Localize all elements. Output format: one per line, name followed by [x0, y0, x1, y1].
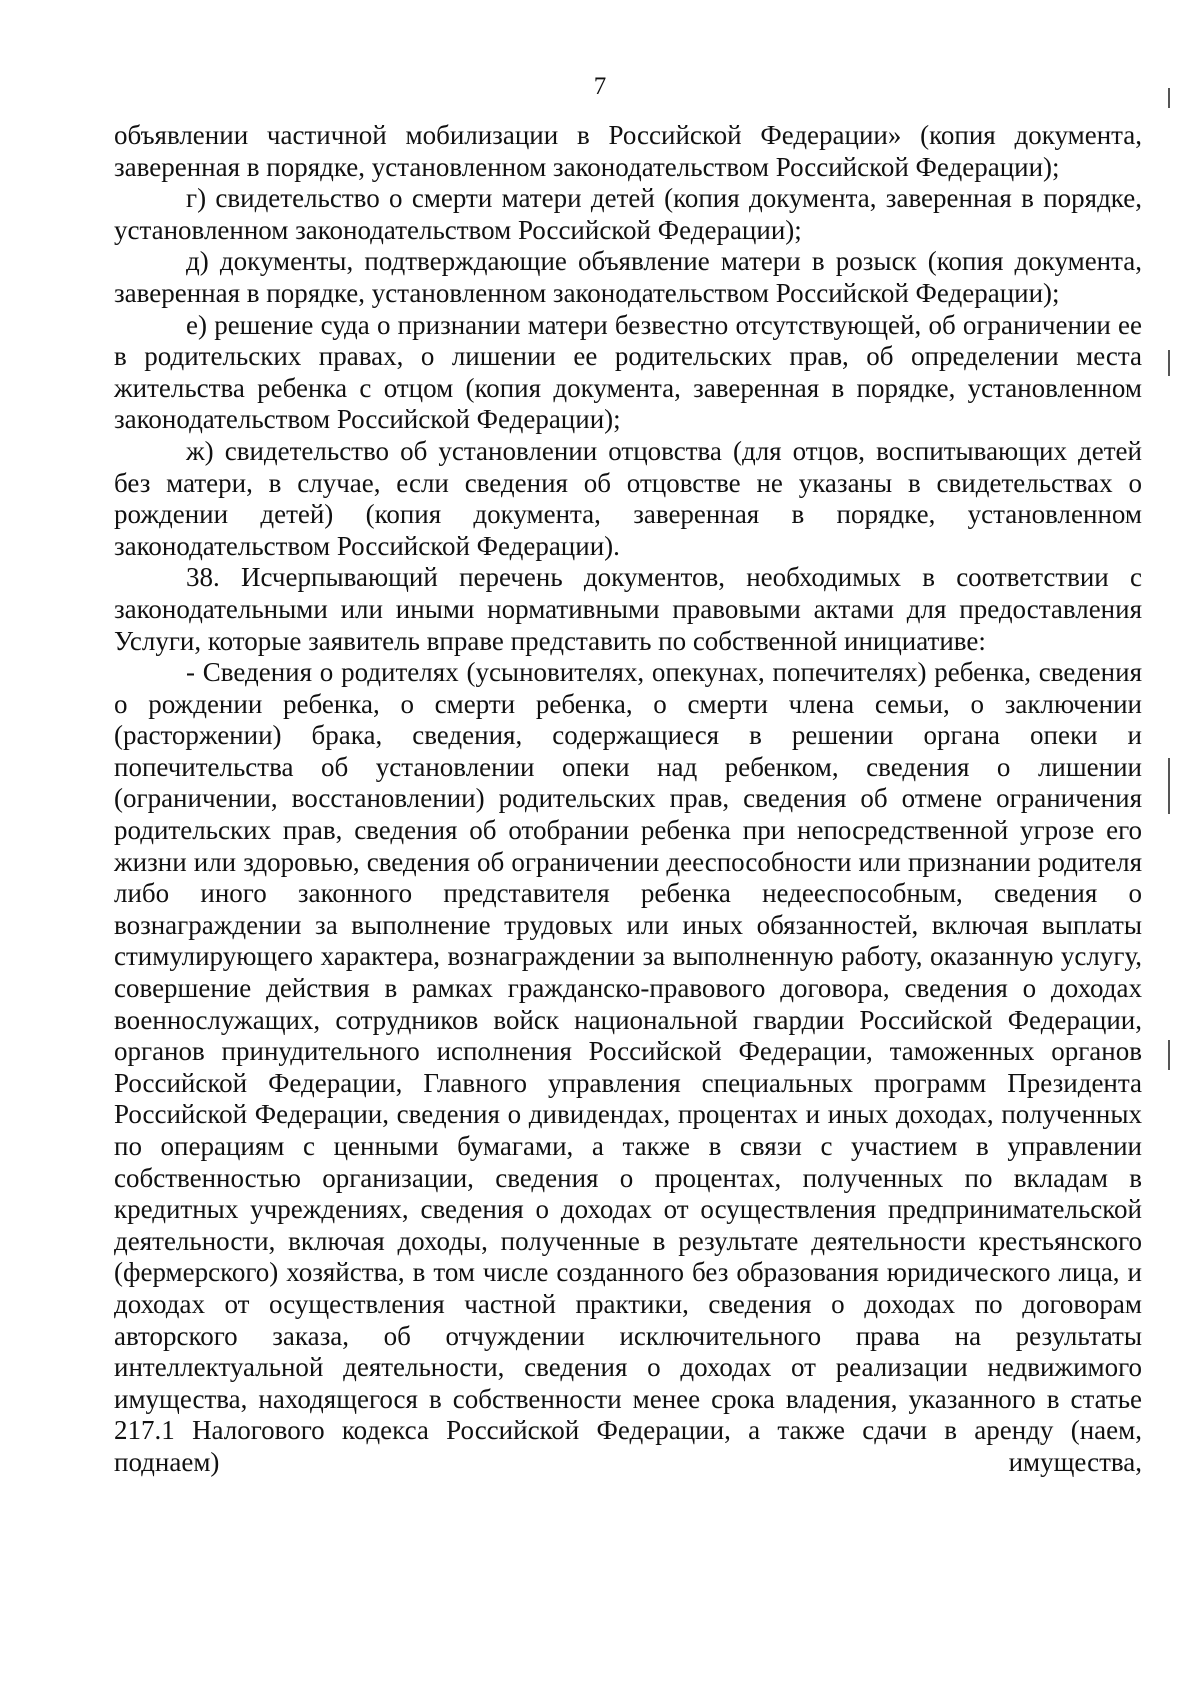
clause-38-item-information: - Сведения о родителях (усыновителях, опекунах, попечителях) ребенка, сведения о рождении ребенка, о смерти ребенка, о смерти члена семьи, о заключении (расторжении) брака, сведения, содержащиеся в решении органа опеки и попечительства об установлении опеки над ребенком, сведения о лишении (ограничении, восстановлении) родительских прав, сведения об отмене ограничения родительских прав, сведения об отобрании ребенка при непосредственной угрозе его жизни или здоровью, сведения об ограничении дееспособности или признании родителя либо иного законного представителя ребенка недееспособным, сведения о вознаграждении за выполнение трудовых или иных обязанностей, включая выплаты стимулирующего характера, вознаграждении за выполненную работу, оказанную услугу, совершение действия в рамках гражданско-правового договора, сведения о доходах военнослужащих, сотрудников войск национальной гвардии Российской Федерации, органов принудительного исполнения Российской Федерации, таможенных органов Российской Федерации, Главного управления специальных программ Президента Российской Федерации, сведения о дивидендах, процентах и иных доходах, полученных по операциям с ценными бумагами, а также в связи с участием в управлении собственностью организации, сведения о процентах, полученных по вкладам в кредитных учреждениях, сведения о доходах от осуществления предпринимательской деятельности, включая доходы, полученные в результате деятельности крестьянского (фермерского) хозяйства, в том числе созданного без образования юридического лица, и доходах от осуществления частной практики, сведения о доходах по договорам авторского заказа, об отчуждении исключительного права на результаты интеллектуальной деятельности, сведения о доходах от реализации недвижимого имущества, находящегося в собственности менее срока владения, указанного в статье 217.1 Налогового кодекса Российской Федерации, а также сдачи в аренду (наем, поднаем) имущества,: [114, 657, 1142, 1477]
list-item-zh: ж) свидетельство об установлении отцовства (для отцов, воспитывающих детей без матери, в случае, если сведения об отцовстве не указаны в свидетельствах о рождении детей) (копия документа, заверенная в порядке, установленном законодательством Российской Федерации).: [114, 435, 1142, 561]
list-item-g: г) свидетельство о смерти матери детей (копия документа, заверенная в порядке, установленном законодательством Российской Федерации);: [114, 183, 1142, 245]
scan-margin-mark: [1168, 758, 1170, 814]
scan-margin-mark: [1168, 350, 1170, 376]
document-body: [114, 120, 1142, 1479]
clause-38: 38. Исчерпывающий перечень документов, необходимых в соответствии с законодательными или иными нормативными правовыми актами для предоставления Услуги, которые заявитель вправе представить по собственной инициативе:: [114, 562, 1142, 656]
list-item-d: д) документы, подтверждающие объявление матери в розыск (копия документа, заверенная в порядке, установленном законодательством Российской Федерации);: [114, 246, 1142, 308]
scan-margin-mark: [1168, 1040, 1170, 1070]
list-item-e: е) решение суда о признании матери безвестно отсутствующей, об ограничении ее в родительских правах, о лишении ее родительских прав, об определении места жительства ребенка с отцом (копия документа, заверенная в порядке, установленном законодательством Российской Федерации);: [114, 309, 1142, 435]
page-number: 7: [593, 73, 607, 100]
paragraph-continuation: объявлении частичной мобилизации в Российской Федерации» (копия документа, заверенная в порядке, установленном законодательством Российской Федерации);: [114, 120, 1142, 182]
scan-margin-mark: [1168, 88, 1170, 108]
